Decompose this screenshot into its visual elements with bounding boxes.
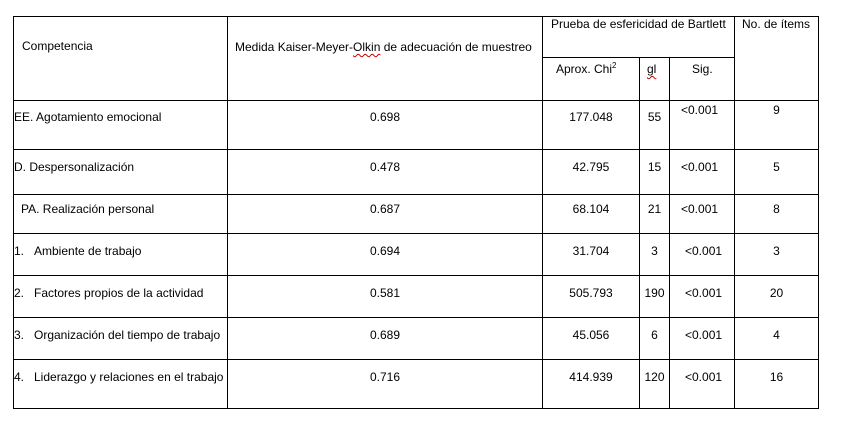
cell-kmo: 0.698 [369,110,401,124]
cell-gl: 21 [647,202,662,216]
cell-gl: 190 [644,286,665,300]
header-bartlett: Prueba de esfericidad de Bartlett [551,17,726,31]
cell-gl: 15 [647,160,662,174]
column-divider [669,57,670,409]
table-border-bottom [13,408,819,409]
cell-competencia [14,370,223,384]
list-number: 3. [14,328,25,342]
cell-sig: <0.001 [681,202,719,216]
cell-chi: 505.793 [569,286,613,300]
cell-competencia-text: Organización del tiempo de trabajo [34,328,221,342]
table-border-right [818,16,819,409]
cell-gl: 6 [651,328,658,342]
cell-sig: <0.001 [681,103,719,117]
cell-competencia-text: Ambiente de trabajo [34,244,142,258]
cell-competencia: PA. Realización personal [21,202,155,216]
cell-sig: <0.001 [685,328,723,342]
cell-chi: 68.104 [572,202,610,216]
list-number: 2. [14,286,25,300]
cell-competencia-text: Factores propios de la actividad [34,286,204,300]
cell-gl: 120 [644,370,665,384]
row-divider [13,359,819,360]
cell-competencia: EE. Agotamiento emocional [14,110,162,124]
header-chi [556,62,616,76]
header-gl-label: gl [647,62,657,76]
cell-competencia [14,286,203,300]
cell-sig: <0.001 [681,160,719,174]
cell-kmo: 0.689 [369,328,401,342]
cell-kmo: 0.687 [369,202,401,216]
row-divider [13,275,819,276]
header-kmo-prefix: Medida Kaiser-Meyer- [235,40,354,54]
cell-items: 3 [773,244,780,258]
cell-gl: 3 [651,244,658,258]
cell-items: 9 [773,103,780,117]
cell-competencia-text: Liderazgo y relaciones en el trabajo [34,370,224,384]
header-sig: Sig. [692,62,713,76]
header-kmo-spellcheck-word: Olkin [353,40,381,54]
cell-competencia: D. Despersonalización [14,160,135,174]
header-kmo [235,40,532,54]
cell-sig: <0.001 [685,370,723,384]
cell-sig: <0.001 [685,286,723,300]
cell-competencia [14,328,220,342]
list-number: 4. [14,370,25,384]
cell-chi: 177.048 [569,110,613,124]
cell-chi: 414.939 [569,370,613,384]
header-chi-superscript: 2 [612,61,617,70]
cell-kmo: 0.716 [369,370,401,384]
cell-chi: 45.056 [572,328,610,342]
row-divider [13,194,819,195]
cell-items: 16 [769,370,784,384]
row-divider [13,317,819,318]
row-divider [13,233,819,234]
header-competencia: Competencia [22,39,93,53]
header-bottom-line [13,100,819,101]
cell-chi: 42.795 [572,160,610,174]
header-subdivider [542,57,734,58]
table-border-left [13,16,14,409]
cell-items: 4 [773,328,780,342]
header-gl [647,62,656,76]
cell-items: 8 [773,202,780,216]
cell-competencia [14,244,141,258]
cell-items: 20 [769,286,784,300]
cell-chi: 31.704 [572,244,610,258]
header-chi-base: Aprox. Chi [556,62,613,76]
list-number: 1. [14,244,25,258]
header-kmo-suffix: de adecuación de muestreo [380,40,532,54]
cell-items: 5 [773,160,780,174]
header-items: No. de ítems [742,17,811,31]
row-divider [13,149,819,150]
cell-kmo: 0.478 [369,160,401,174]
cell-kmo: 0.694 [369,244,401,258]
cell-kmo: 0.581 [369,286,401,300]
cell-gl: 55 [647,110,662,124]
cell-sig: <0.001 [685,244,723,258]
